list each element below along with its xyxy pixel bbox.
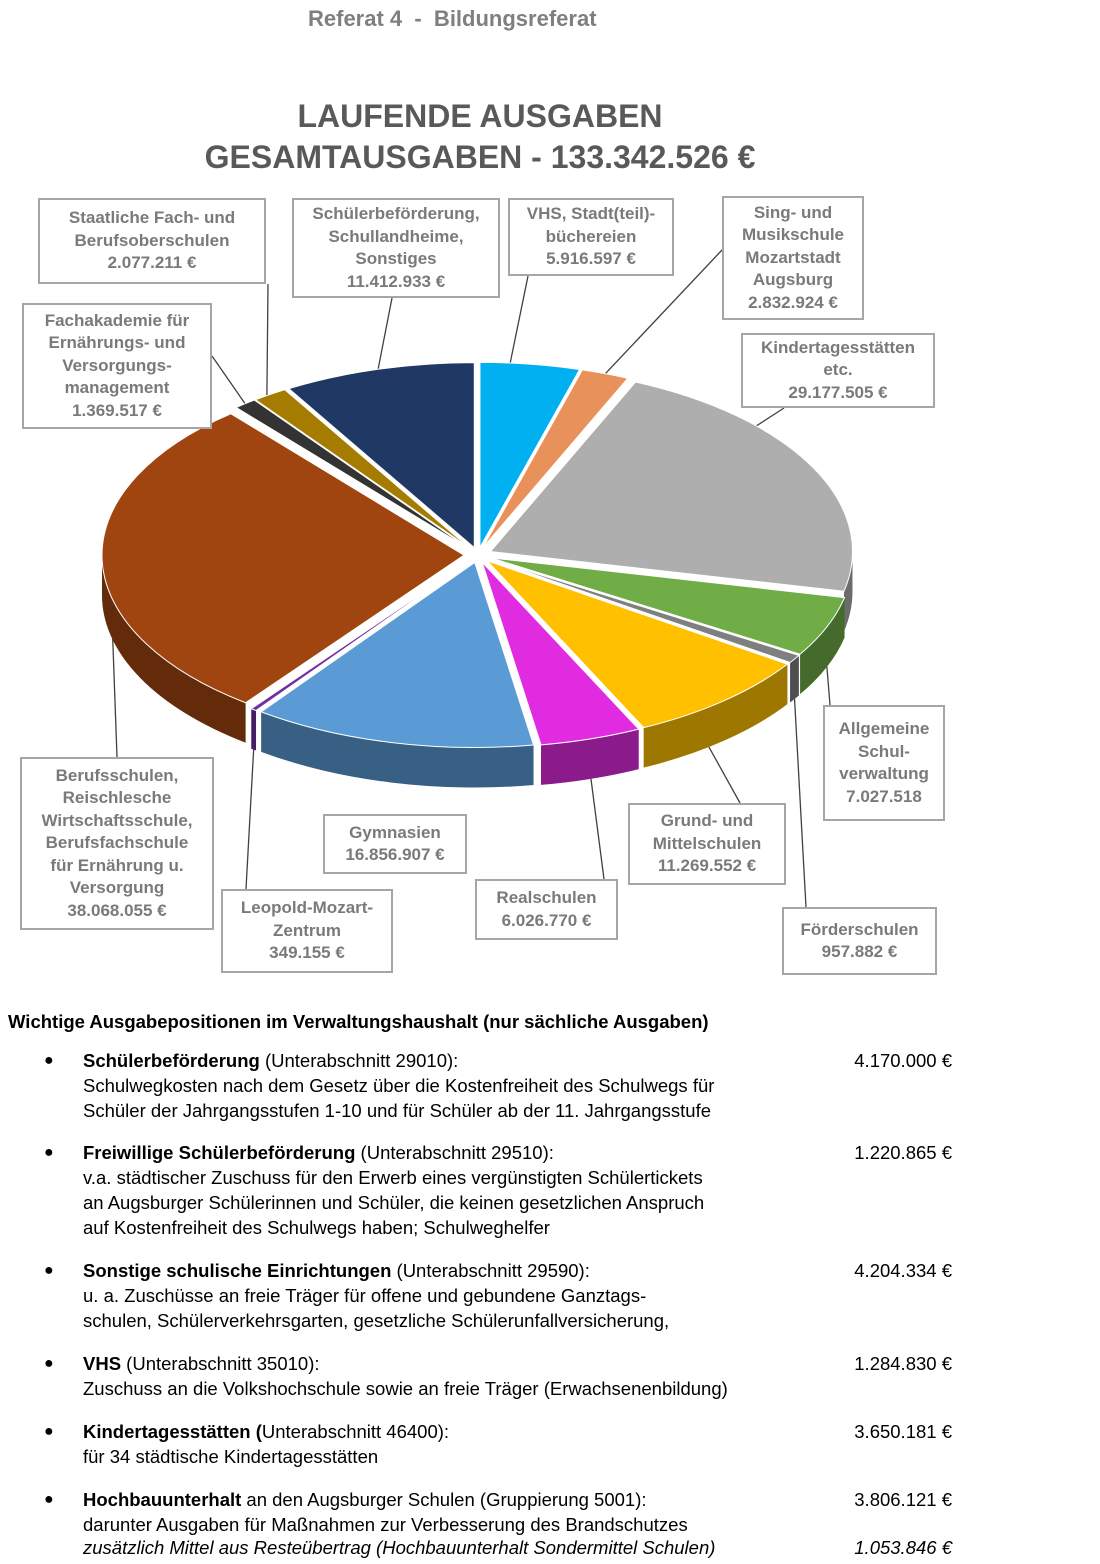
pie-slice-side xyxy=(790,655,799,702)
label-foerderschulen xyxy=(782,907,937,975)
extra-line: zusätzlich Mittel aus Resteübertrag (Hochbauunterhalt Sondermittel Schulen) xyxy=(83,1537,716,1558)
bullet-icon: ● xyxy=(44,1262,54,1279)
description-line: v.a. städtischer Zuschuss für den Erwerb eines vergünstigten Schülertickets xyxy=(83,1167,703,1188)
label-text: Berufsschulen, Reischlesche Wirtschaftsschule, Berufsfachschule für Ernährung u. Versorgung xyxy=(41,765,193,898)
bullet-icon: ● xyxy=(44,1423,54,1440)
label-value: 11.412.933 € xyxy=(346,271,446,291)
leader-line xyxy=(756,408,784,426)
expense-heading xyxy=(83,1487,647,1512)
label-value: 11.269.552 € xyxy=(657,856,757,876)
pie-slice-side xyxy=(251,709,256,751)
label-value: 6.026.770 € xyxy=(501,910,592,930)
expense-subtitle: Unterabschnitt 46400): xyxy=(261,1421,450,1442)
expense-subtitle: (Unterabschnitt 29590): xyxy=(391,1260,590,1281)
label-staatliche-fob xyxy=(38,198,266,284)
expense-title: Kindertagesstätten ( xyxy=(83,1421,262,1442)
description-line: Zuschuss an die Volkshochschule sowie an freie Träger (Erwachsenenbildung) xyxy=(83,1378,728,1399)
expense-amount: 4.170.000 € xyxy=(854,1050,952,1071)
label-text: Staatliche Fach- und Berufsoberschulen xyxy=(68,208,236,250)
label-value: 29.177.505 € xyxy=(788,382,888,402)
expense-description xyxy=(83,1444,863,1469)
label-text: Kindertagesstätten etc. xyxy=(761,337,915,380)
label-grund-mittelschulen xyxy=(628,803,786,885)
label-value: 1.369.517 € xyxy=(72,400,162,420)
expense-description xyxy=(83,1165,863,1240)
label-value: 16.856.907 € xyxy=(345,845,445,864)
leader-line xyxy=(378,298,392,369)
expense-amount: 3.650.181 € xyxy=(854,1421,952,1442)
expense-description xyxy=(83,1073,863,1123)
label-musikschule xyxy=(722,196,864,320)
expense-heading xyxy=(83,1351,320,1376)
label-fachakademie xyxy=(22,303,212,429)
expense-subtitle: (Unterabschnitt 29010): xyxy=(259,1050,459,1071)
label-value: 38.068.055 € xyxy=(67,900,167,920)
label-value: 349.155 € xyxy=(269,943,345,963)
expense-title: Schülerbeförderung xyxy=(83,1050,260,1071)
label-berufsschulen xyxy=(20,757,214,930)
label-text: Gymnasien xyxy=(349,822,441,842)
expense-amount: 4.204.334 € xyxy=(854,1260,952,1281)
label-kindertagesstaetten xyxy=(741,333,935,408)
description-line: auf Kostenfreiheit des Schulwegs haben; Schulweghelfer xyxy=(83,1217,550,1238)
description-line: darunter Ausgaben für Maßnahmen zur Verbesserung des Brandschutzes xyxy=(83,1514,688,1535)
expense-title: Freiwillige Schülerbeförderung xyxy=(83,1142,356,1163)
label-value: 957.882 € xyxy=(821,942,898,961)
expense-heading xyxy=(83,1140,554,1165)
expense-description xyxy=(83,1376,863,1401)
bullet-icon: ● xyxy=(44,1144,54,1161)
chart-subtitle: GESAMTAUSGABEN - 133.342.526 € xyxy=(204,139,756,175)
expense-subtitle: an den Augsburger Schulen (Gruppierung 5001): xyxy=(241,1489,647,1510)
description-line: u. a. Zuschüsse an freie Träger für offene und gebundene Ganztags- xyxy=(83,1285,647,1306)
department-header: Referat 4 - Bildungsreferat xyxy=(308,6,597,31)
label-text: Realschulen xyxy=(496,888,597,907)
description-line: Schüler der Jahrgangsstufen 1-10 und für Schüler ab der 11. Jahrgangsstufe xyxy=(83,1100,712,1121)
expense-title: VHS xyxy=(83,1353,122,1374)
label-text: Leopold-Mozart- Zentrum xyxy=(240,898,374,940)
expense-amount: 1.284.830 € xyxy=(854,1353,952,1374)
bullet-icon: ● xyxy=(44,1491,54,1508)
label-value: 7.027.518 xyxy=(846,786,922,806)
label-value: 2.832.924 € xyxy=(748,292,838,312)
label-text: VHS, Stadt(teil)- büchereien xyxy=(526,204,656,246)
leader-line xyxy=(246,750,254,889)
pie-tops xyxy=(102,362,852,747)
label-value: 5.916.597 € xyxy=(546,249,636,269)
label-schuelerbefoerderung xyxy=(292,198,500,298)
description-line: Schulwegkosten nach dem Gesetz über die Kostenfreiheit des Schulwegs für xyxy=(83,1075,715,1096)
label-text: Allgemeine Schul- verwaltung xyxy=(838,719,930,783)
expense-description xyxy=(83,1283,863,1333)
expense-heading xyxy=(83,1419,449,1444)
section-title: Wichtige Ausgabepositionen im Verwaltungshaushalt (nur sächliche Ausgaben) xyxy=(8,1011,709,1032)
expense-heading xyxy=(83,1258,590,1283)
expense-heading xyxy=(83,1048,458,1073)
expense-amount: 3.806.121 € xyxy=(854,1489,952,1510)
leader-line xyxy=(827,667,830,705)
label-leopold-mozart-zentrum xyxy=(221,889,393,973)
expense-description xyxy=(83,1512,863,1537)
label-text: Fachakademie für Ernährungs- und Versorgungs- management xyxy=(44,310,190,398)
label-text: Sing- und Musikschule Mozartstadt Augsburg xyxy=(741,202,845,290)
leader-line xyxy=(709,747,740,803)
expense-subtitle: (Unterabschnitt 35010): xyxy=(121,1353,320,1374)
chart-title: LAUFENDE AUSGABEN xyxy=(297,98,663,134)
label-text: Förderschulen xyxy=(800,919,919,939)
leader-line xyxy=(591,779,604,879)
bullet-icon: ● xyxy=(44,1052,54,1069)
label-realschulen xyxy=(475,879,618,940)
description-line: für 34 städtische Kindertagesstätten xyxy=(83,1446,379,1467)
bullet-icon: ● xyxy=(44,1355,54,1372)
extra-amount: 1.053.846 € xyxy=(854,1537,952,1558)
label-text: Schülerbeförderung, Schullandheime, Sonstiges xyxy=(312,204,480,268)
label-value: 2.077.211 € xyxy=(107,253,197,273)
label-vhs xyxy=(508,198,674,276)
leader-line xyxy=(267,284,268,396)
expense-subtitle: (Unterabschnitt 29510): xyxy=(355,1142,554,1163)
label-gymnasien xyxy=(323,814,467,874)
description-line: an Augsburger Schülerinnen und Schüler, die keinen gesetzlichen Anspruch xyxy=(83,1192,705,1213)
leader-line xyxy=(212,356,245,404)
expense-title: Sonstige schulische Einrichtungen xyxy=(83,1260,392,1281)
leader-line xyxy=(795,699,806,907)
expense-amount: 1.220.865 € xyxy=(854,1142,952,1163)
label-allgemeine-schulverwaltung xyxy=(823,705,945,821)
description-line: schulen, Schülerverkehrsgarten, gesetzliche Schülerunfallversicherung, xyxy=(83,1310,670,1331)
expense-title: Hochbauunterhalt xyxy=(83,1489,242,1510)
label-text: Grund- und Mittelschulen xyxy=(652,811,762,853)
leader-line xyxy=(510,276,528,363)
